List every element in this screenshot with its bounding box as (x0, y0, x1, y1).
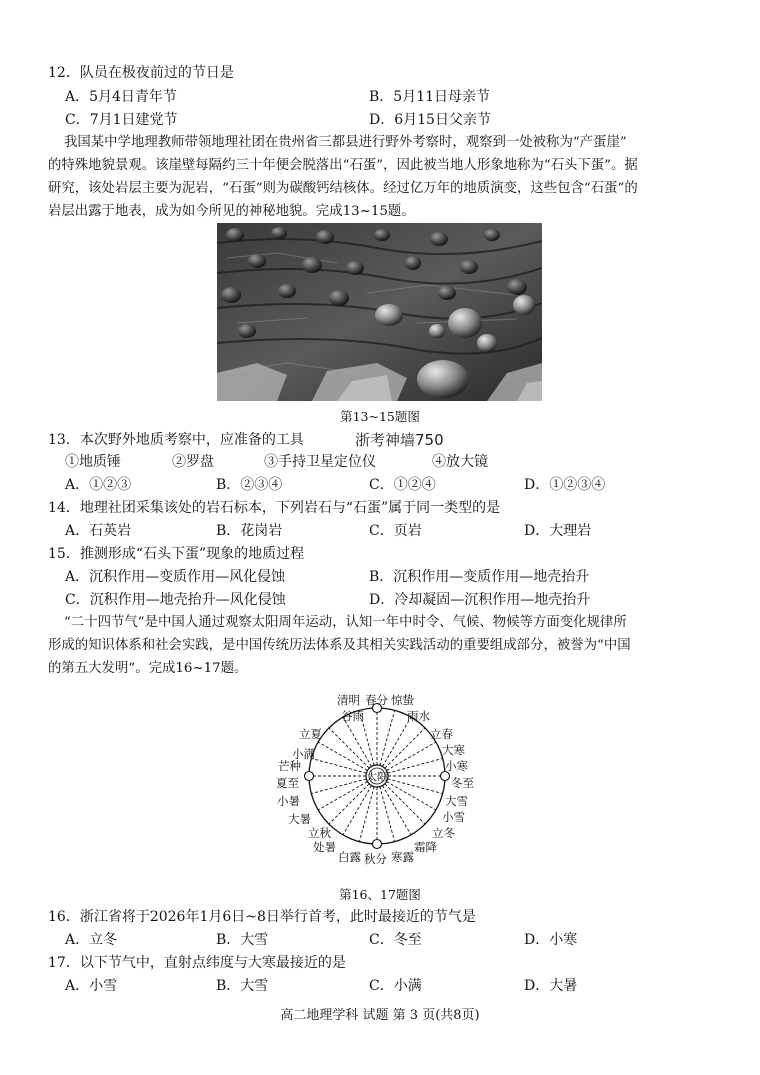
term-bailu: 白露 (338, 850, 361, 864)
q13-option-a: A．①②③ (65, 477, 132, 493)
q14-option-c: C．页岩 (369, 523, 422, 539)
spoke-line (388, 779, 443, 794)
q16-option-a: A．立冬 (65, 932, 118, 948)
spoke-line (318, 742, 367, 771)
spoke-line (329, 784, 369, 824)
intro-13-15-line-3: 研究，该处岩层主要为泥岩，“石蛋”则为碳酸钙结核体。经过亿万年的地质演变，这些包含“石蛋”的 (48, 181, 638, 196)
term-xiazhi: 夏至 (276, 776, 299, 790)
term-dahan: 大寒 (442, 743, 465, 757)
spoke-line (385, 784, 425, 824)
spoke-line (311, 758, 366, 773)
q12-option-a: A．5月4日青年节 (65, 89, 177, 105)
term-chushu: 处暑 (313, 840, 336, 854)
term-jingzhe: 惊蛰 (391, 693, 414, 707)
question-16-stem: 16．浙江省将于2026年1月6日~8日举行首考，此时最接近的节气是 (48, 909, 476, 925)
term-qingming: 清明 (337, 693, 360, 707)
spoke-line (318, 782, 367, 811)
term-mangzhong: 芒种 (278, 759, 301, 773)
term-dashu: 大暑 (288, 812, 311, 826)
term-liqiu: 立秋 (308, 826, 331, 840)
intro-16-17-line-3: 的第五大发明”。完成16~17题。 (48, 661, 248, 676)
q13-option-d: D．①②③④ (524, 477, 606, 493)
q13-option-b: B．②③④ (216, 477, 283, 493)
intro-13-15-line-2: 的特殊地貌景观。该崖壁每隔约三十年便会脱落出“石蛋”，因此被当地人形象地称为“石头下蛋”。据 (48, 158, 638, 173)
q16-option-b: B．大雪 (216, 932, 269, 948)
q13-item-2: ②罗盘 (172, 454, 214, 470)
intro-13-15-line-1: 我国某中学地理教师带领地理社团在贵州省三都县进行野外考察时，观察到一处被称为“产蛋崖” (64, 135, 627, 150)
question-14-stem: 14．地理社团采集该处的岩石标本，下列岩石与“石蛋”属于同一类型的是 (48, 500, 501, 516)
q17-option-d: D．大暑 (524, 978, 578, 994)
q14-option-d: D．大理岩 (524, 523, 592, 539)
question-17-stem: 17．以下节气中，直射点纬度与大寒最接近的是 (48, 955, 346, 971)
term-lixia: 立夏 (299, 727, 322, 741)
spoke-line (343, 786, 372, 835)
term-lidong: 立冬 (432, 826, 455, 840)
q12-option-d: D．6月15日父亲节 (369, 112, 491, 128)
intro-13-15-line-4: 岩层出露于地表，成为如今所见的神秘地貌。完成13~15题。 (48, 204, 415, 219)
solar-terms-diagram (240, 688, 515, 868)
q15-option-d: D．冷却凝固—沉积作用—地壳抬升 (369, 592, 591, 608)
spoke-line (380, 787, 395, 842)
figure-16-17-caption: 第16、17题图 (339, 887, 421, 902)
sun-label: 太阳 (366, 771, 388, 783)
q16-option-c: C．冬至 (369, 932, 422, 948)
q17-option-c: C．小满 (369, 978, 422, 994)
spoke-line (385, 728, 425, 768)
term-lichun: 立春 (430, 727, 453, 741)
spoke-line (343, 717, 372, 766)
term-guyu: 谷雨 (341, 709, 364, 723)
term-daxue: 大雪 (445, 794, 468, 808)
term-qiufen: 秋分 (364, 852, 387, 866)
q15-option-a: A．沉积作用—变质作用—风化侵蚀 (65, 569, 286, 585)
q14-option-b: B．花岗岩 (216, 523, 283, 539)
sun-center (366, 765, 388, 787)
term-chunfen: 春分 (365, 693, 388, 707)
q13-option-c: C．①②④ (369, 477, 436, 493)
spoke-line (387, 782, 436, 811)
term-xiaoshu: 小暑 (277, 794, 300, 808)
intro-16-17-line-2: 形成的知识体系和社会实践，是中国传统历法体系及其相关实践活动的重要组成部分，被誉为“中国 (48, 638, 631, 653)
q15-option-b: B．沉积作用—变质作用—地壳抬升 (369, 569, 590, 585)
watermark-text: 浙考神墙750 (355, 431, 444, 449)
egg-cliff-photo (217, 223, 542, 401)
spoke-line (388, 758, 443, 773)
term-xiaoxue: 小雪 (442, 810, 465, 824)
q12-option-c: C．7月1日建党节 (65, 112, 178, 128)
q15-option-c: C．沉积作用—地壳抬升—风化侵蚀 (65, 592, 286, 608)
spoke-line (329, 728, 369, 768)
term-xiaohan: 小寒 (445, 759, 468, 773)
spoke-line (380, 710, 395, 765)
question-15-stem: 15．推测形成“石头下蛋”现象的地质过程 (48, 546, 305, 562)
term-yushui: 雨水 (407, 709, 430, 723)
question-13-stem: 13．本次野外地质考察中，应准备的工具 (48, 432, 304, 448)
q17-option-b: B．大雪 (216, 978, 269, 994)
spoke-line (311, 779, 366, 794)
question-12-stem: 12．队员在极夜前过的节日是 (48, 65, 234, 81)
q13-item-1: ①地质锤 (65, 454, 121, 470)
q16-option-d: D．小寒 (524, 932, 578, 948)
term-hanlu: 寒露 (391, 850, 414, 864)
marker-xiazhi (305, 772, 314, 781)
q13-item-4: ④放大镜 (432, 454, 488, 470)
term-dongzhi: 冬至 (451, 776, 474, 790)
q12-option-b: B．5月11日母亲节 (369, 89, 491, 105)
q13-item-3: ③手持卫星定位仪 (264, 454, 376, 470)
page-footer: 高二地理学科 试题 第 3 页(共8页) (280, 1008, 480, 1023)
term-shuangjiang: 霜降 (414, 840, 437, 854)
term-xiaoman: 小满 (292, 747, 315, 761)
q14-option-a: A．石英岩 (65, 523, 132, 539)
spoke-line (383, 717, 412, 766)
figure-13-15-caption: 第13~15题图 (340, 409, 420, 424)
intro-16-17-line-1: “二十四节气”是中国人通过观察太阳周年运动，认知一年中时令、气候、物候等方面变化规律所 (64, 615, 627, 630)
spoke-line (359, 787, 374, 842)
spoke-line (383, 786, 412, 835)
marker-qiufen (373, 840, 382, 849)
spoke-line (387, 742, 436, 771)
q17-option-a: A．小雪 (65, 978, 118, 994)
